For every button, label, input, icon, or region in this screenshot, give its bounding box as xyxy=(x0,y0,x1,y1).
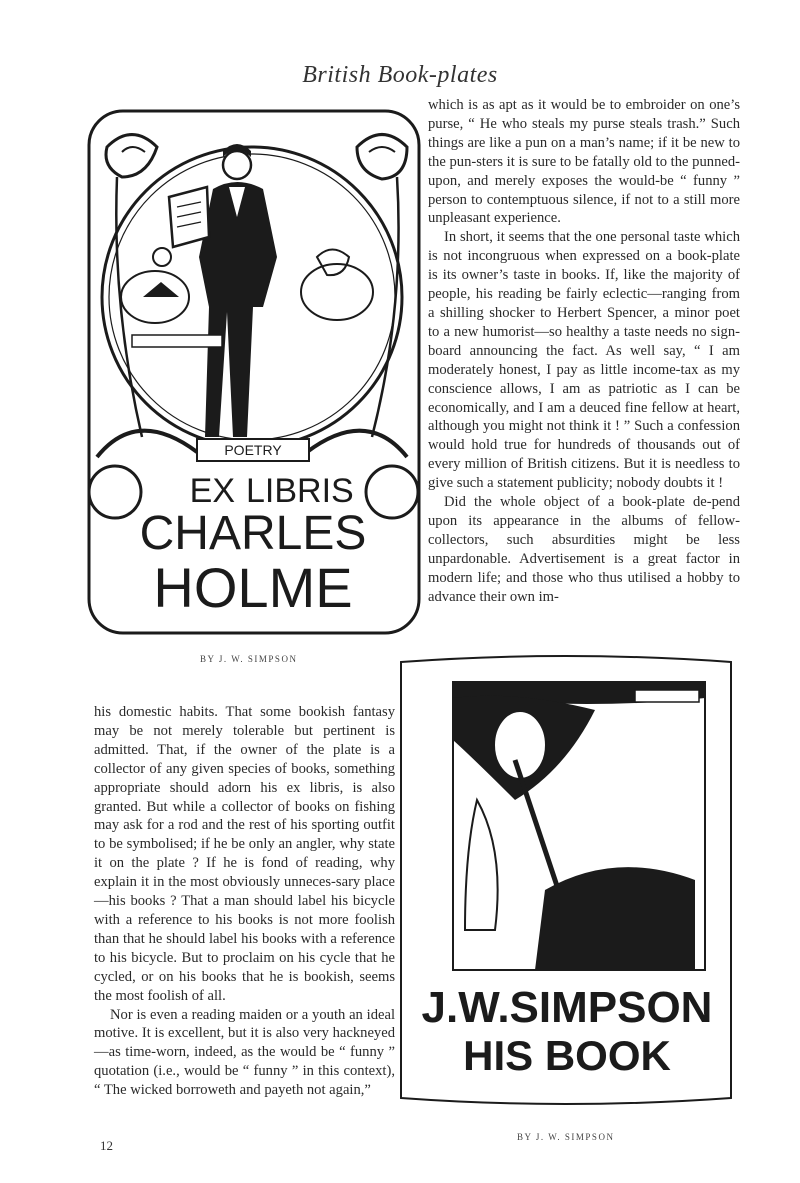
man-head xyxy=(223,151,251,179)
paragraph: Did the whole object of a book-plate de-pend upon its appearance in the albums of fellow-collectors, such absurdities might be less unpardonable. Advertisement is a great factor in modern life; and those who thus utilised a hobby to advance their own im- xyxy=(428,494,740,605)
figure-caption-simpson: BY J. W. SIMPSON xyxy=(517,1132,615,1142)
poetry-sign-label: POETRY xyxy=(224,442,282,458)
his-book-label: HIS BOOK xyxy=(463,1032,671,1079)
paragraph: which is as apt as it would be to embroider on one’s purse, “ He who steals my purse steals trash.” Such things are like a pun on a man’s name; if it be new to the pun-sters it is sure to be fatally old to the punned-upon, and merely exposes the would-be “ funny ” person to contemptuous silence, if not to a still more unpleasant experience. xyxy=(428,97,740,227)
bookplate-holme-illustration xyxy=(87,107,423,638)
owner-surname: HOLME xyxy=(153,556,353,619)
owner-name: J.W.SIMPSON xyxy=(421,983,713,1032)
open-book-icon xyxy=(169,187,209,247)
paragraph: his domestic habits. That some bookish fantasy may be not merely tolerable but pertinent is admitted. That, if the owner of the plate is a collector of any given species of books, something appropriate should adorn his ex libris, is also granted. But while a collector of books on fishing may ask for a rod and the rest of his sporting outfit to be symbolised; if he be only an angler, why state it on the plate ? If he is fond of reading, why explain it in the most obviously unneces-sary place—his books ? That a man should label his bicycle with a reference to his books is not more foolish than that he should label his books with a reference to his bicycle. But to proclaim on his cycle that he cycled, or on his books that he is bookish, seems the most foolish of all. xyxy=(94,704,395,1004)
figure-caption-holme: BY J. W. SIMPSON xyxy=(200,654,298,664)
bookplate-jw-simpson xyxy=(395,650,738,1110)
ex-libris-libris: LIBRIS xyxy=(246,472,354,510)
paragraph: Nor is even a reading maiden or a youth an ideal motive. It is excellent, but it is also very hackneyed—as time-worn, indeed, as the would be “ funny ” quotation (i.e., would be “ funny ” in this context), “ The wicked borroweth and payeth not again,” xyxy=(94,1006,395,1099)
flower-top-left-icon xyxy=(106,135,157,178)
bookplate-simpson-illustration xyxy=(395,650,738,1110)
running-head: British Book-plates xyxy=(302,62,498,88)
ex-libris-ex: EX xyxy=(189,472,235,510)
text-column-right xyxy=(428,96,740,606)
bookplate-charles-holme xyxy=(87,107,423,638)
man-figure xyxy=(199,182,277,437)
text-column-left xyxy=(94,703,395,1100)
paragraph: In short, it seems that the one personal taste which is not incongruous when expressed on a book-plate is its owner’s taste in books. If, like the majority of people, his reading be fairly eclectic—ranging from a shilling shocker to Herbert Spencer, a minor poet to a new humorist—so healthy a taste needs no sign-board announcing the fact. As well say, “ I am moderately honest, I pay as little income-tax as my conscience allows, I am as patriotic as I can be economically, and I am a deuced fine fellow at heart, although you might not think it ! ” Such a confession would hold true for hundreds of thousands out of every million of British citizens. But it is needless to give such a statement publicity; nobody doubts it ! xyxy=(428,229,740,492)
flower-top-right-icon xyxy=(357,135,407,180)
page-number: 12 xyxy=(100,1138,113,1153)
owner-first-name: CHARLES xyxy=(139,507,367,560)
